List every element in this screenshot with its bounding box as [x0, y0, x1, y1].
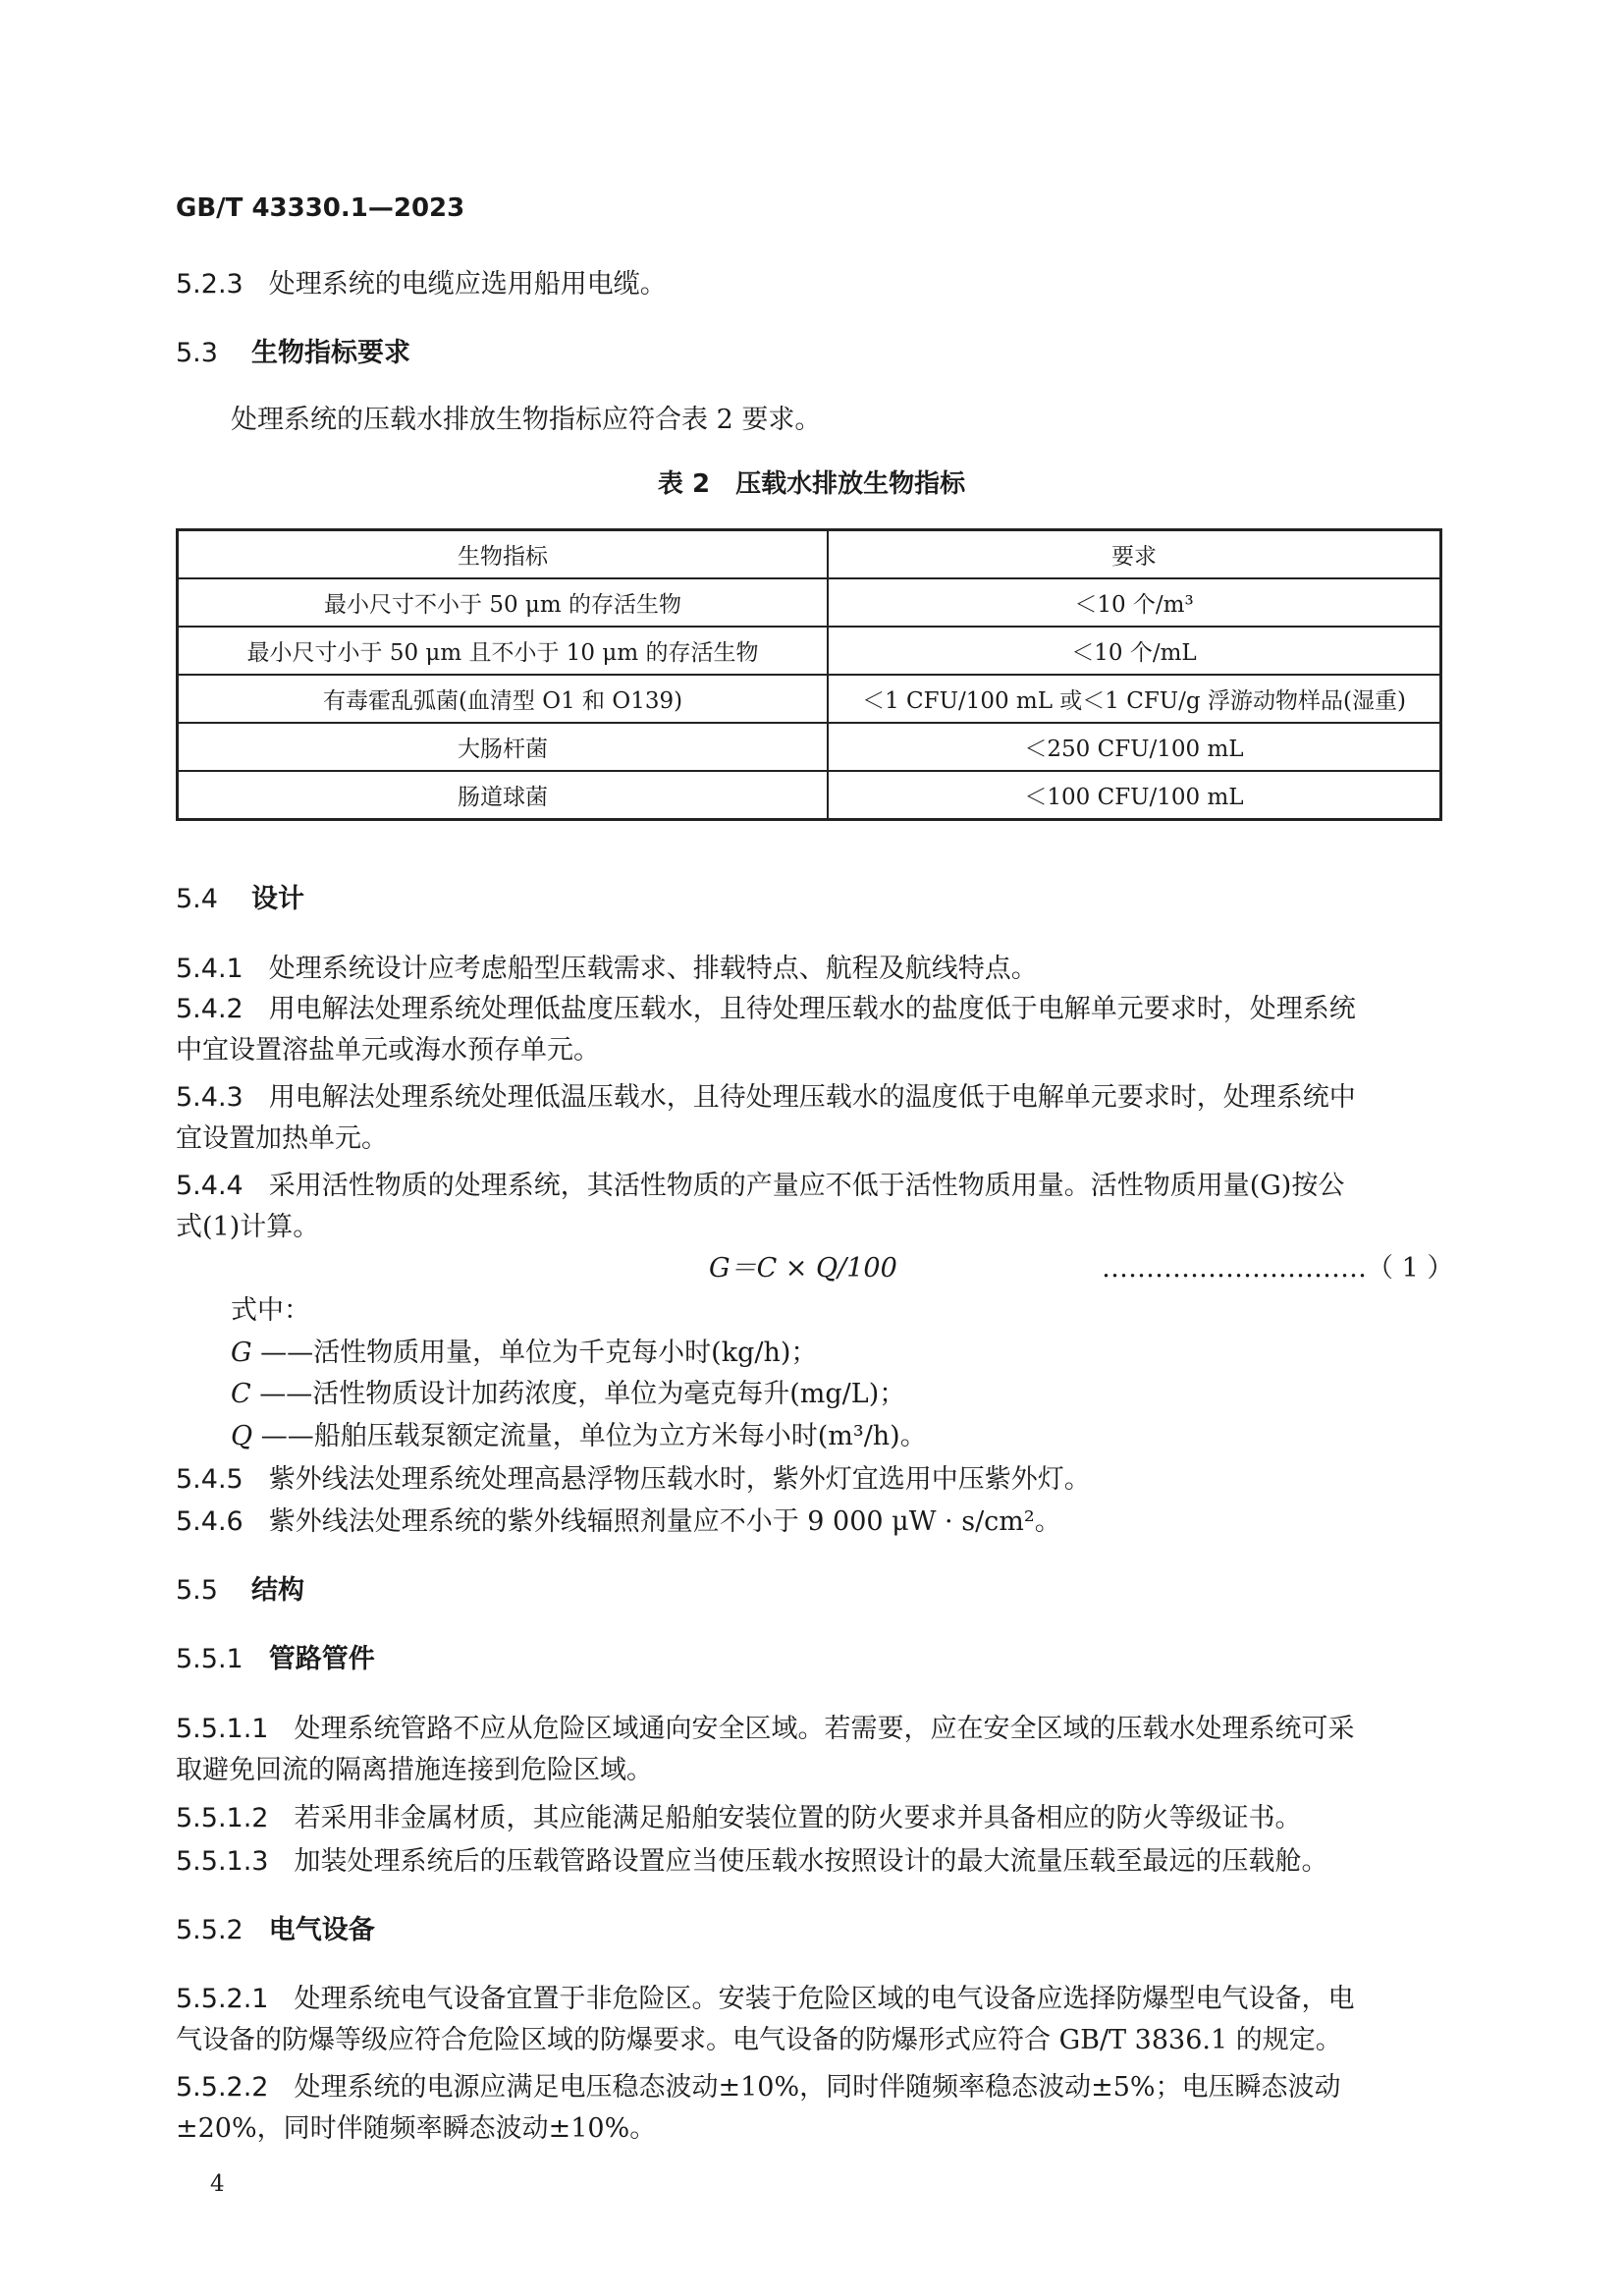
table-caption: 表 2 压载水排放生物指标: [657, 469, 966, 499]
variable-symbol: Q: [231, 1421, 253, 1451]
variable-definition: [231, 1417, 927, 1456]
column-header: 生物指标: [178, 530, 829, 579]
variable-definition: [231, 1334, 817, 1373]
formula-number: …………………………（ 1 ）: [1102, 1253, 1454, 1284]
clause-text: 处理系统管路不应从危险区域通向安全区域。若需要，应在安全区域的压载水处理系统可采: [294, 1714, 1355, 1744]
clause-text: 紫外线法处理系统处理高悬浮物压载水时，紫外灯宜选用中压紫外灯。: [268, 1464, 1091, 1495]
clause-text: 处理系统电气设备宜置于非危险区。安装于危险区域的电气设备应选择防爆型电气设备，电: [294, 1984, 1355, 2014]
standard-number: GB/T 43330.1—2023: [176, 193, 465, 223]
clause-text: 处理系统的电缆应选用船用电缆。: [268, 269, 667, 300]
table-cell: ＜1 CFU/100 mL 或＜1 CFU/g 浮游动物样品(湿重): [828, 675, 1441, 723]
variable-description: ——活性物质设计加药浓度，单位为毫克每升(mg/L)；: [259, 1379, 906, 1409]
clause-number: 5.4.6: [176, 1506, 243, 1537]
table-cell: 肠道球菌: [178, 771, 829, 820]
clause-5-5-1-3: [176, 1842, 1327, 1882]
clause-number: 5.5.2.1: [176, 1984, 269, 2014]
table-header-row: [178, 530, 1441, 579]
clause-5-5-2-2-cont: ±20%，同时伴随频率瞬态波动±10%。: [176, 2113, 657, 2144]
clause-5-4-3: [176, 1078, 1356, 1118]
clause-5-5-1-2: [176, 1799, 1301, 1838]
variable-symbol: G: [231, 1338, 252, 1368]
clause-number: 5.5.2.2: [176, 2072, 269, 2103]
section-number: 5.3: [176, 338, 218, 368]
clause-text: 处理系统设计应考虑船型压载需求、排载特点、航程及航线特点。: [268, 954, 1038, 984]
subsection-title: 管路管件: [268, 1644, 375, 1674]
subsection-heading-5-5-1: [176, 1640, 375, 1679]
section-title: 生物指标要求: [250, 338, 410, 368]
clause-number: 5.4.4: [176, 1171, 243, 1201]
table-row: [178, 771, 1441, 820]
clause-text: 紫外线法处理系统的紫外线辐照剂量应不小于 9 000 μW · s/cm²。: [268, 1506, 1061, 1537]
variable-description: ——活性物质用量，单位为千克每小时(kg/h)；: [260, 1338, 818, 1368]
column-header: 要求: [828, 530, 1441, 579]
clause-text: 用电解法处理系统处理低盐度压载水，且待处理压载水的盐度低于电解单元要求时，处理系统: [268, 994, 1356, 1024]
section-heading-5-4: [176, 880, 304, 919]
table-cell: 大肠杆菌: [178, 723, 829, 771]
clause-text: 用电解法处理系统处理低温压载水，且待处理压载水的温度低于电解单元要求时，处理系统中: [268, 1082, 1356, 1113]
clause-5-5-1-1-cont: 取避免回流的隔离措施连接到危险区域。: [176, 1755, 653, 1785]
clause-5-4-1: [176, 950, 1038, 989]
section-heading-5-3: [176, 334, 410, 373]
clause-5-5-2-2: [176, 2068, 1341, 2107]
where-label: 式中：: [231, 1295, 310, 1326]
table-cell: ＜10 个/m³: [828, 578, 1441, 627]
clause-5-4-5: [176, 1460, 1091, 1500]
clause-number: 5.5.1.1: [176, 1714, 269, 1744]
table-cell: 最小尺寸小于 50 μm 且不小于 10 μm 的存活生物: [178, 627, 829, 675]
subsection-title: 电气设备: [268, 1915, 375, 1945]
clause-number: 5.5.1.2: [176, 1803, 269, 1833]
table-cell: 有毒霍乱弧菌(血清型 O1 和 O139): [178, 675, 829, 723]
subsection-number: 5.5.2: [176, 1915, 243, 1945]
clause-number: 5.2.3: [176, 269, 243, 300]
clause-number: 5.4.3: [176, 1082, 243, 1113]
clause-number: 5.4.2: [176, 994, 243, 1024]
table-cell: ＜10 个/mL: [828, 627, 1441, 675]
subsection-heading-5-5-2: [176, 1911, 375, 1950]
variable-description: ——船舶压载泵额定流量，单位为立方米每小时(m³/h)。: [260, 1421, 927, 1451]
section-title: 设计: [250, 884, 304, 914]
clause-text: 若采用非金属材质，其应能满足船舶安装位置的防火要求并具备相应的防火等级证书。: [294, 1803, 1302, 1833]
table-cell: ＜250 CFU/100 mL: [828, 723, 1441, 771]
subsection-number: 5.5.1: [176, 1644, 243, 1674]
clause-5-5-2-1: [176, 1980, 1354, 2019]
section-5-3-intro: 处理系统的压载水排放生物指标应符合表 2 要求。: [231, 405, 822, 435]
page-number: 4: [210, 2171, 225, 2197]
clause-number: 5.4.1: [176, 954, 243, 984]
table-row: [178, 675, 1441, 723]
clause-text: 采用活性物质的处理系统，其活性物质的产量应不低于活性物质用量。活性物质用量(G)按公: [268, 1171, 1345, 1201]
formula-1: G＝C × Q/100: [709, 1253, 897, 1284]
variable-definition: [231, 1375, 905, 1414]
clause-5-4-4: [176, 1167, 1344, 1206]
variable-symbol: C: [231, 1379, 251, 1409]
table-row: [178, 578, 1441, 627]
section-title: 结构: [250, 1575, 304, 1606]
section-heading-5-5: [176, 1571, 304, 1611]
table-cell: ＜100 CFU/100 mL: [828, 771, 1441, 820]
table-cell: 最小尺寸不小于 50 μm 的存活生物: [178, 578, 829, 627]
clause-5-4-6: [176, 1503, 1061, 1542]
clause-5-5-1-1: [176, 1710, 1354, 1749]
table-row: [178, 723, 1441, 771]
section-number: 5.5: [176, 1575, 218, 1606]
section-number: 5.4: [176, 884, 218, 914]
clause-text: 加装处理系统后的压载管路设置应当使压载水按照设计的最大流量压载至最远的压载舱。: [294, 1846, 1328, 1877]
clause-5-2-3: [176, 265, 667, 304]
clause-number: 5.4.5: [176, 1464, 243, 1495]
clause-5-5-2-1-cont: 气设备的防爆等级应符合危险区域的防爆要求。电气设备的防爆形式应符合 GB/T 3836.1 的规定。: [176, 2025, 1342, 2055]
table-2-biological-indicators: [176, 528, 1442, 821]
clause-number: 5.5.1.3: [176, 1846, 269, 1877]
clause-5-4-3-cont: 宜设置加热单元。: [176, 1123, 388, 1154]
clause-5-4-4-cont: 式(1)计算。: [176, 1212, 320, 1242]
clause-5-4-2: [176, 990, 1356, 1029]
clause-5-4-2-cont: 中宜设置溶盐单元或海水预存单元。: [176, 1035, 600, 1066]
clause-text: 处理系统的电源应满足电压稳态波动±10%，同时伴随频率稳态波动±5%；电压瞬态波动: [294, 2072, 1341, 2103]
table-row: [178, 627, 1441, 675]
